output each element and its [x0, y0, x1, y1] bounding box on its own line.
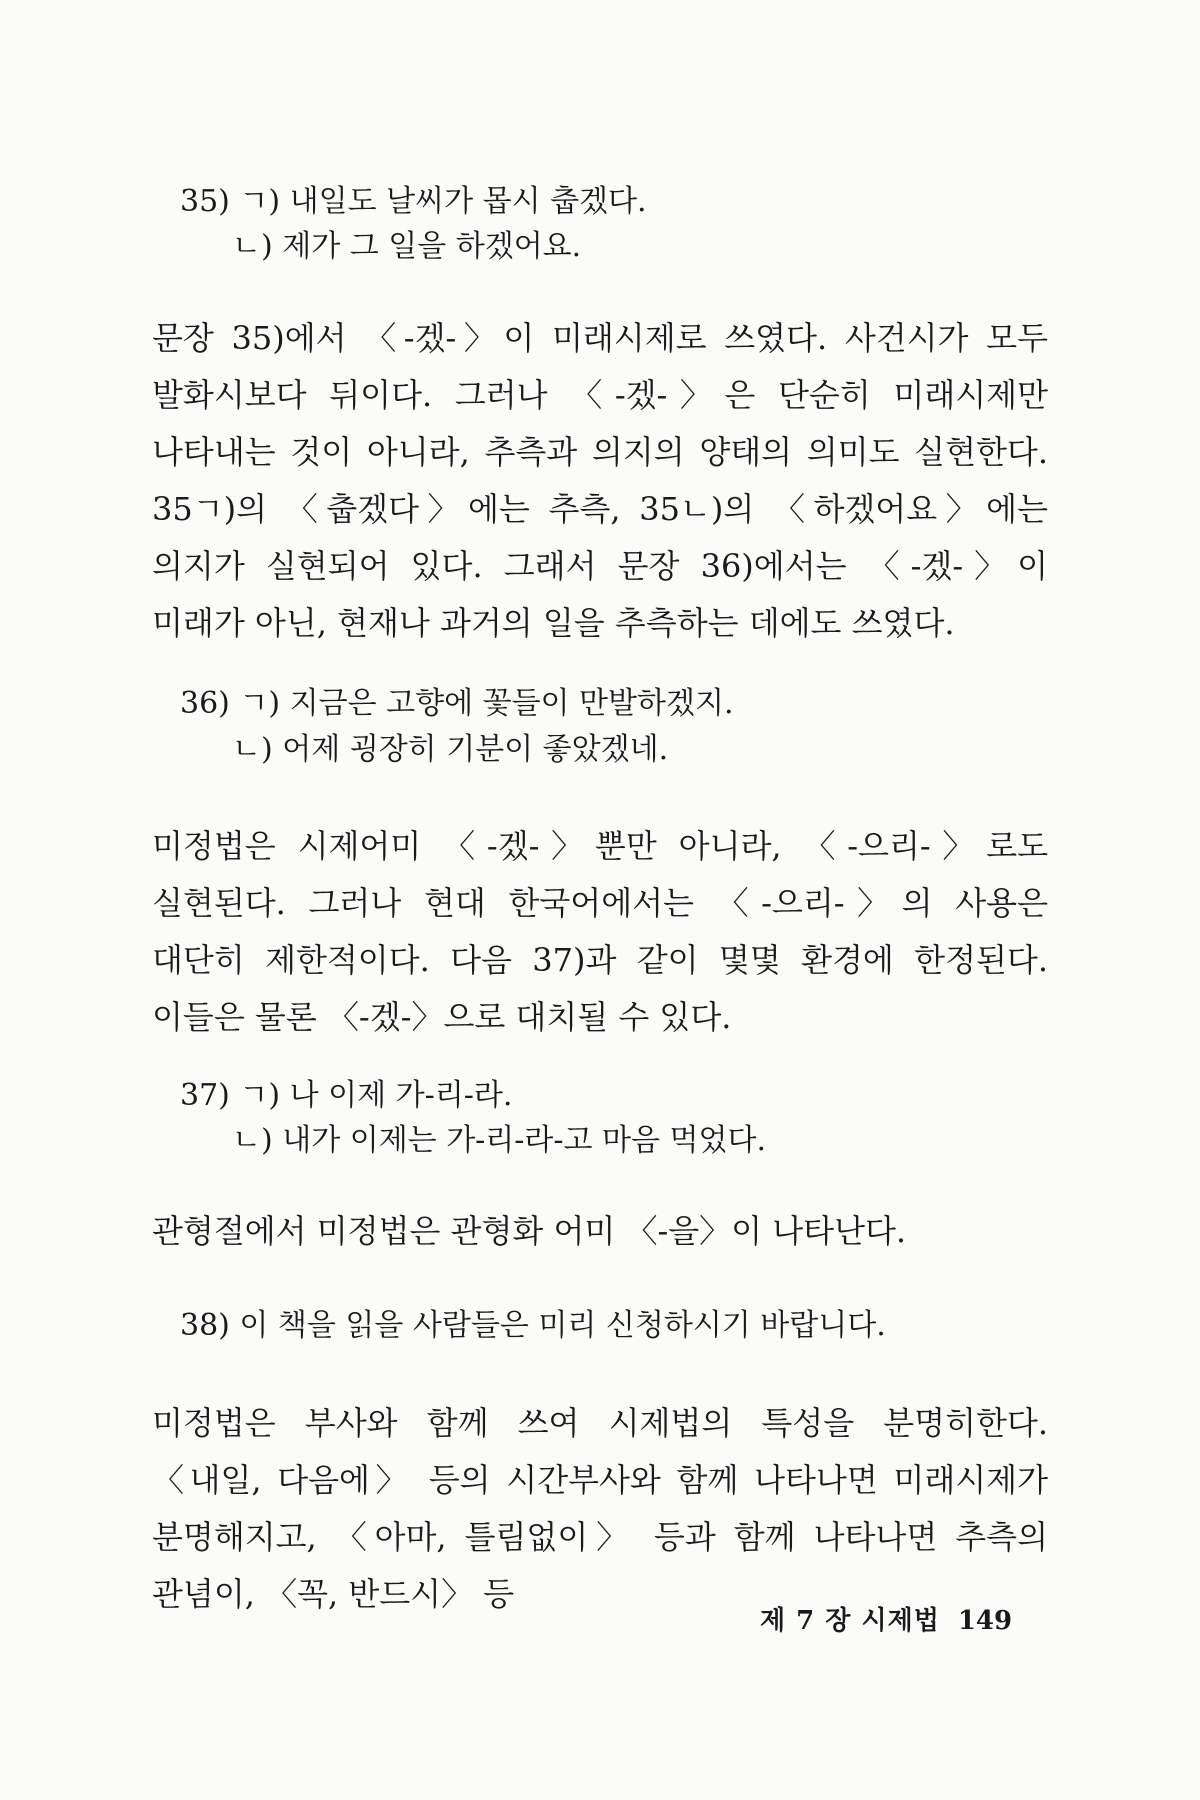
example-36a: 36) ㄱ) 지금은 고향에 꽃들이 만발하겠지. — [180, 686, 734, 721]
paragraph-2: 미정법은 시제어미 〈-겠-〉뿐만 아니라, 〈-으리-〉로도 실현된다. 그러나 현대 한국어에서는 〈-으리-〉의 사용은 대단히 제한적이다. 다음 37)과 같이 몇몇 환경에 한정된다. 이들은 물론 〈-겠-〉으로 대치될 수 있다. — [152, 827, 1048, 1036]
example-36b: ㄴ) 어제 굉장히 기분이 좋았겠네. — [232, 732, 669, 767]
chapter-title: 제 7 장 시제법 — [760, 1606, 940, 1636]
paragraph-4: 미정법은 부사와 함께 쓰여 시제법의 특성을 분명히한다. 〈내일, 다음에〉 등의 시간부사와 함께 나타나면 미래시제가 분명해지고, 〈아마, 틀림없이〉 등과 함께 나타나면 추측의 관념이, 〈꼭, 반드시〉 등 — [152, 1404, 1048, 1613]
example-35b: ㄴ) 제가 그 일을 하겠어요. — [232, 229, 582, 264]
page-number: 149 — [957, 1606, 1013, 1636]
example-38: 38) 이 책을 읽을 사람들은 미리 신청하시기 바랍니다. — [180, 1308, 886, 1343]
running-footer — [760, 1600, 1012, 1637]
paragraph-1: 문장 35)에서 〈-겠-〉이 미래시제로 쓰였다. 사건시가 모두 발화시보다 뒤이다. 그러나 〈-겠-〉은 단순히 미래시제만 나타내는 것이 아니라, 추측과 의지의 양태의 의미도 실현한다. 35ㄱ)의 〈춥겠다〉에는 추측, 35ㄴ)의 〈하겠어요〉에는 의지가 실현되어 있다. 그래서 문장 36)에서는 〈-겠-〉이 미래가 아닌, 현재나 과거의 일을 추측하는 데에도 쓰였다. — [152, 319, 1048, 642]
example-35a: 35) ㄱ) 내일도 날씨가 몹시 춥겠다. — [180, 184, 647, 219]
paragraph-3: 관형절에서 미정법은 관형화 어미 〈-을〉이 나타난다. — [152, 1212, 907, 1250]
example-37b: ㄴ) 내가 이제는 가-리-라-고 마음 먹었다. — [232, 1123, 767, 1158]
example-37a: 37) ㄱ) 나 이제 가-리-라. — [180, 1078, 513, 1113]
